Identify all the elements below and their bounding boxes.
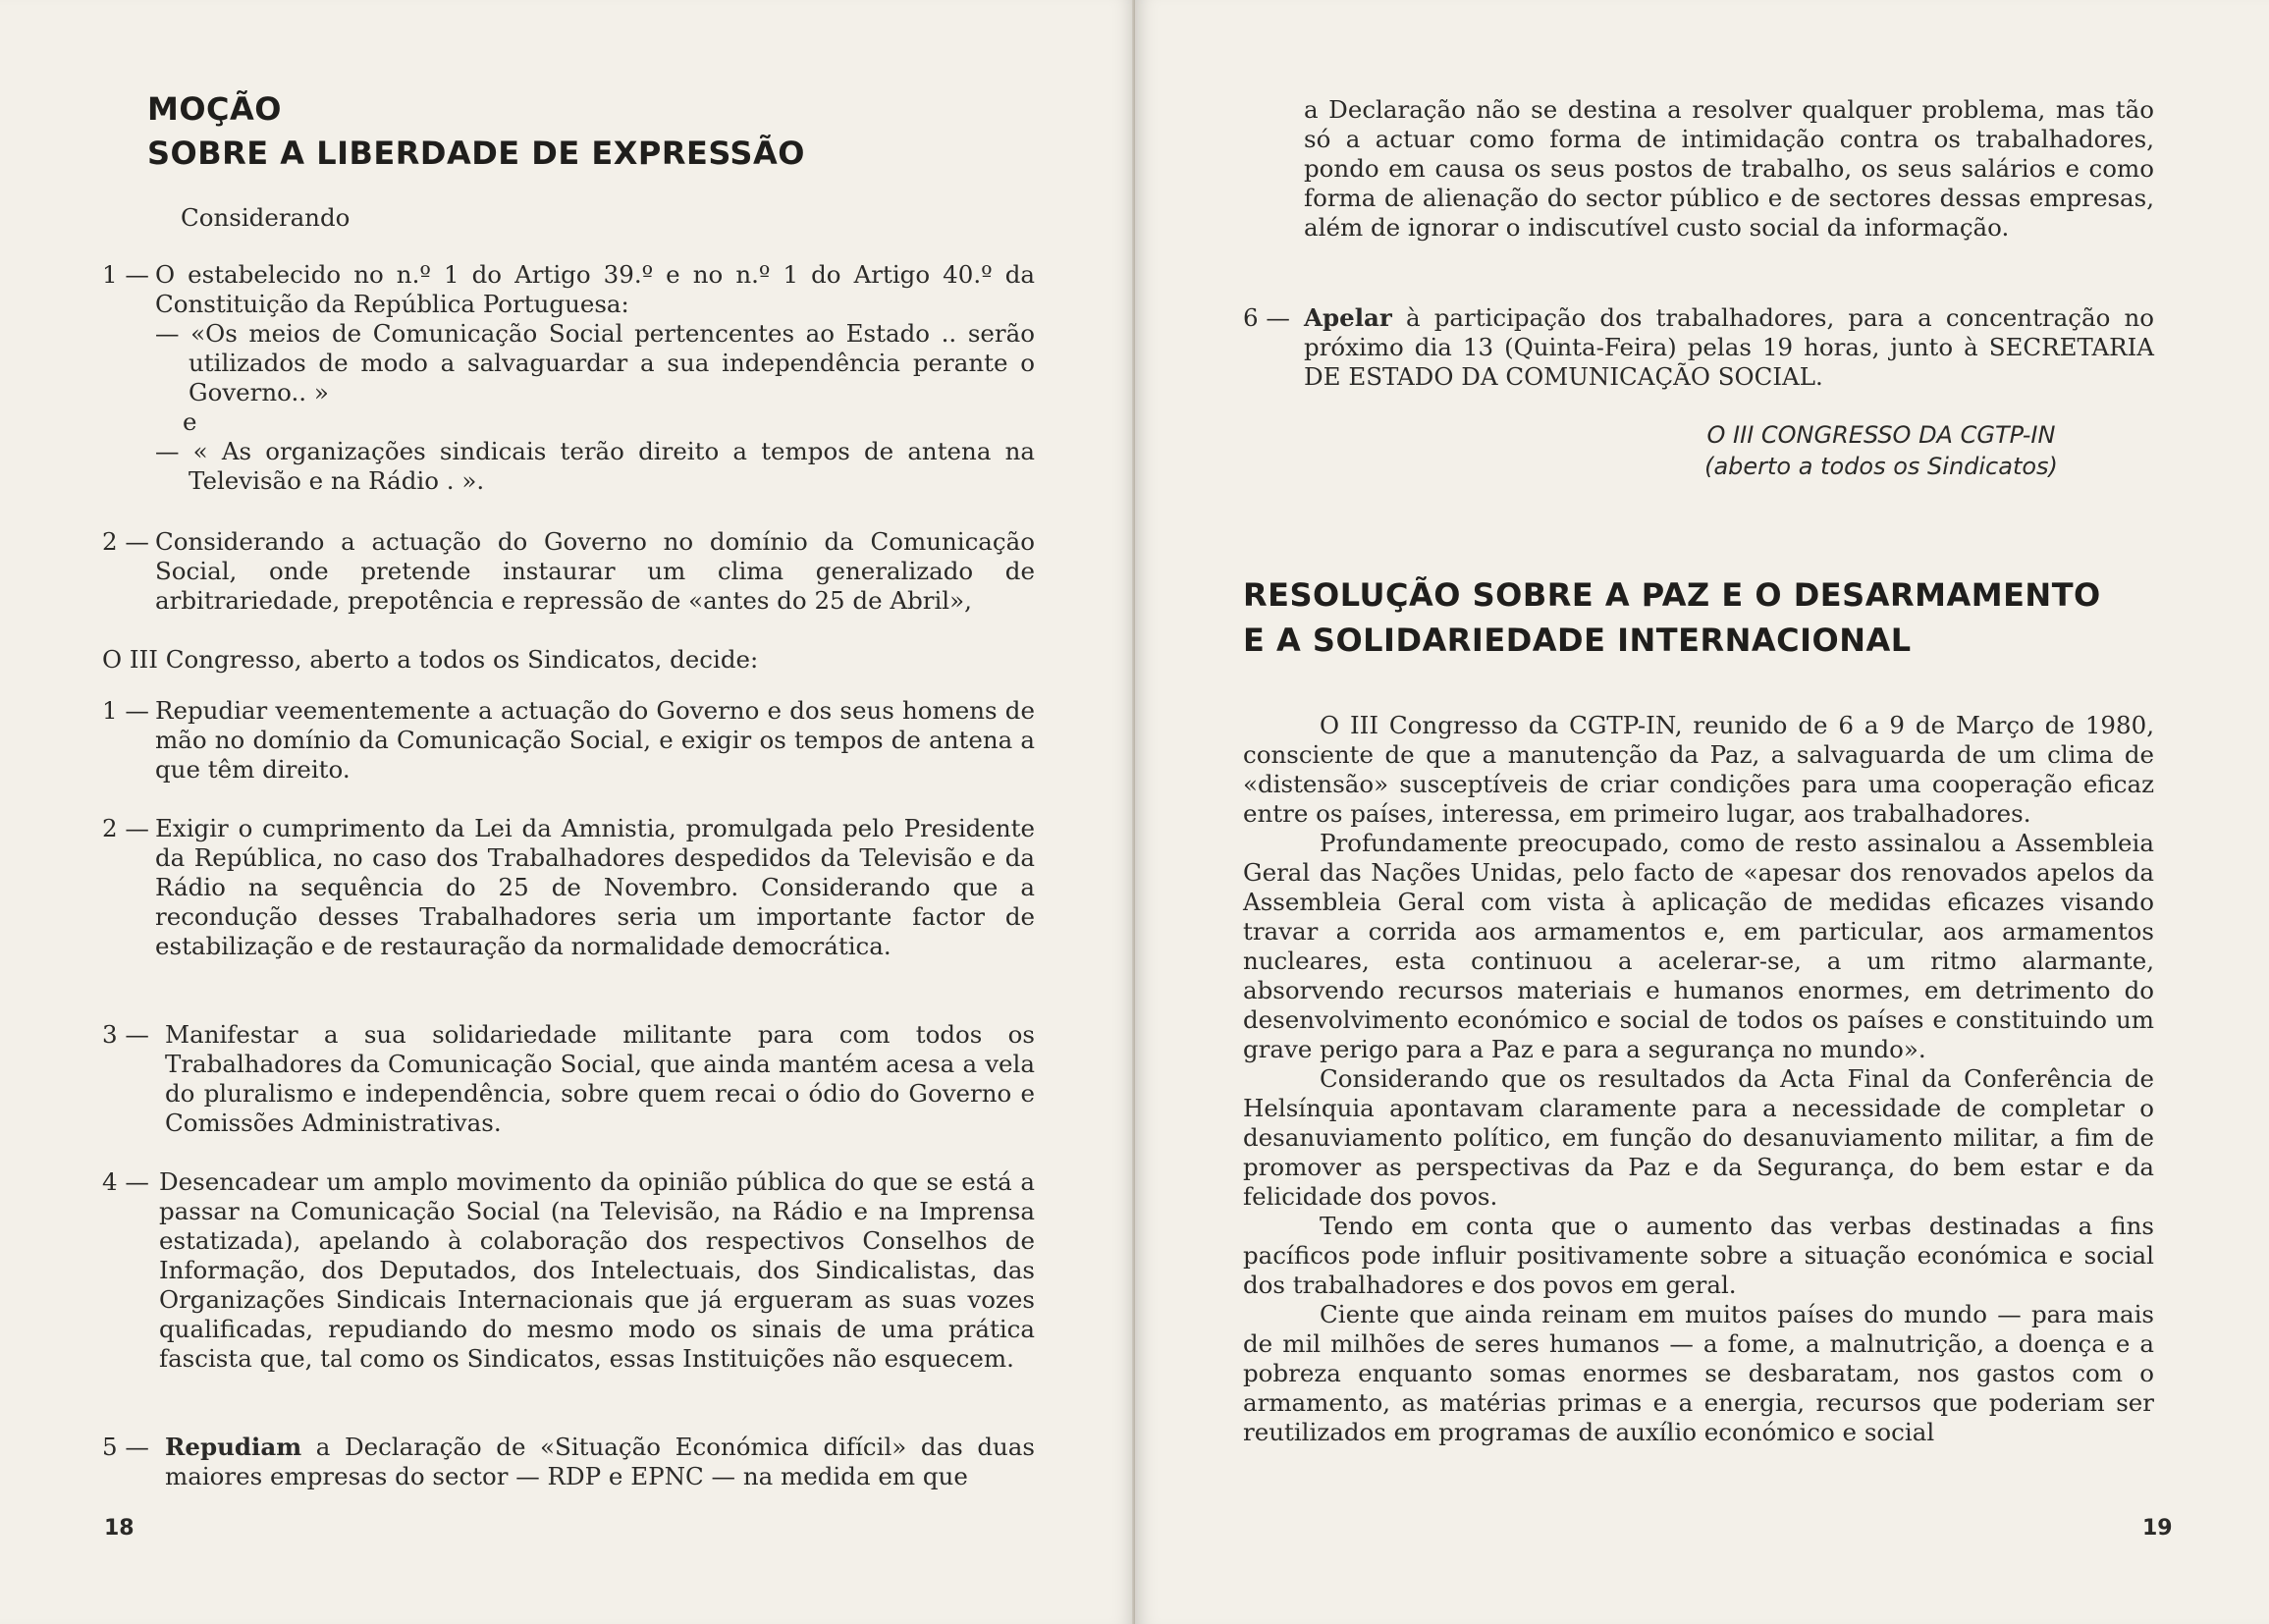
considerando-item-1: [102, 260, 1035, 319]
item-bold-verb: Apelar: [1304, 303, 1392, 332]
considerando-item-2: [102, 527, 1035, 616]
decision-item-2: [102, 814, 1035, 961]
item-5-continuation: a Declaração não se destina a resolver qualquer problema, mas tão só a actuar como forma de intimidação contra os trabalhadores, pondo em causa os seus postos de trabalho, os seus salários e como forma de alienação do sector público e de sectores dessas empresas, além de ignorar o indiscutível custo social da informação.: [1304, 95, 2154, 242]
item-text: [1304, 303, 2154, 392]
conjunction-e: e: [183, 407, 197, 436]
resolution-title-line2: E A SOLIDARIEDADE INTERNACIONAL: [1243, 622, 1912, 659]
item-rest: a Declaração de «Situação Económica difícil» das duas maiores empresas do sector — RDP e EPNC — na medida em que: [165, 1433, 1035, 1490]
item-number: 3 —: [102, 1020, 149, 1049]
paragraph-2: Profundamente preocupado, como de resto assinalou a Assembleia Geral das Nações Unidas, pelo facto de «apesar dos renovados apelos da Assembleia Geral com vista à aplicação de medidas eficazes visando travar a corrida aos armamentos e, em particular, aos armamentos nucleares, esta continuou a acelerar-se, a um ritmo alarmante, absorvendo recursos materiais e humanos enormes, em detrimento do desenvolvimento económico e social de todos os países e constituindo um grave perigo para a Paz e para a segurança no mundo».: [1243, 829, 2154, 1063]
signature-line-2: (aberto a todos os Sindicatos): [1704, 453, 2058, 480]
item-text: Manifestar a sua solidariedade militante para com todos os Trabalhadores da Comunicação Social, que ainda mantém acesa a vela do pluralismo e independência, sobre quem recai o ódio do Governo e Comissões Administrativas.: [165, 1020, 1035, 1137]
signature-block: [1626, 419, 2136, 482]
paragraph-4: Tendo em conta que o aumento das verbas destinadas a fins pacíficos pode influir positivamente sobre a situação económica e social dos trabalhadores e dos povos em geral.: [1243, 1212, 2154, 1299]
decision-item-5: [102, 1433, 1035, 1491]
page-number-right: 19: [2142, 1516, 2173, 1541]
motion-title-line2: SOBRE A LIBERDADE DE EXPRESSÃO: [147, 135, 805, 172]
item-number: 4 —: [102, 1167, 149, 1196]
item-text: Desencadear um amplo movimento da opinião pública do que se está a passar na Comunicação Social (na Televisão, na Rádio e na Imprensa estatizada), apelando à colaboração dos respectivos Conselhos de Informação, dos Deputados, dos Intelectuais, dos Sindicalistas, das Organizações Sindicais Internacionais que já ergueram as suas vozes qualificadas, repudiando do mesmo modo os sinais de uma prática fascista que, tal como os Sindicatos, essas Instituições não esquecem.: [159, 1167, 1035, 1373]
resolution-body: [1243, 711, 2154, 1447]
decision-item-4: [102, 1167, 1035, 1374]
item-bold-verb: Repudiam: [165, 1433, 302, 1461]
considerando-label: Considerando: [181, 203, 351, 232]
item-text: Considerando a actuação do Governo no domínio da Comunicação Social, onde pretende instaurar um clima generalizado de arbitrariedade, prepotência e repressão de «antes do 25 de Abril»,: [155, 527, 1035, 615]
item-number: 1 —: [102, 696, 149, 725]
item-rest: à participação dos trabalhadores, para a concentração no próximo dia 13 (Quinta-Feira) pelas 19 horas, junto à SECRETARIA DE ESTADO DA COMUNICAÇÃO SOCIAL.: [1304, 303, 2154, 391]
item-number: 2 —: [102, 527, 149, 556]
constitution-quote-1: [155, 319, 1035, 407]
item-text: Exigir o cumprimento da Lei da Amnistia, promulgada pelo Presidente da República, no caso dos Trabalhadores despedidos da Televisão e da Rádio na sequência do 25 de Novembro. Considerando que a recondução desses Trabalhadores seria um importante factor de estabilização e de restauração da normalidade democrática.: [155, 814, 1035, 960]
motion-title-line1: MOÇÃO: [147, 90, 282, 128]
constitution-quote-2: [155, 437, 1035, 496]
quote-text: — «Os meios de Comunicação Social pertencentes ao Estado .. serão utilizados de modo a salvaguardar a sua independência perante o Governo.. »: [155, 319, 1035, 406]
decision-intro: O III Congresso, aberto a todos os Sindicatos, decide:: [102, 645, 759, 674]
item-number: 1 —: [102, 260, 149, 289]
item-text: O estabelecido no n.º 1 do Artigo 39.º e no n.º 1 do Artigo 40.º da Constituição da República Portuguesa:: [155, 260, 1035, 318]
decision-item-3: [102, 1020, 1035, 1138]
paragraph-3: Considerando que os resultados da Acta Final da Conferência de Helsínquia apontavam claramente para a necessidade de completar o desanuviamento político, em função do desanuviamento militar, a fim de promover as perspectivas da Paz e da Segurança, do bem estar e da felicidade dos povos.: [1243, 1064, 2154, 1211]
signature-line-1: O III CONGRESSO DA CGTP-IN: [1706, 421, 2056, 449]
decision-item-6: [1243, 303, 2154, 392]
resolution-title-line1: RESOLUÇÃO SOBRE A PAZ E O DESARMAMENTO: [1243, 576, 2101, 614]
item-number: 2 —: [102, 814, 149, 842]
paragraph-5: Ciente que ainda reinam em muitos países do mundo — para mais de mil milhões de seres humanos — a fome, a malnutrição, a doença e a pobreza enquanto somas enormes se desbaratam, nos gastos com o armamento, as matérias primas e a energia, recursos que poderiam ser reutilizados em programas de auxílio económico e social: [1243, 1300, 2154, 1446]
decision-item-1: [102, 696, 1035, 785]
item-number: 6 —: [1243, 303, 1290, 332]
right-page: [1135, 0, 2269, 1624]
item-text: [165, 1433, 1035, 1491]
page-number-left: 18: [104, 1516, 135, 1541]
item-text: Repudiar veementemente a actuação do Governo e dos seus homens de mão no domínio da Comunicação Social, e exigir os tempos de antena a que têm direito.: [155, 696, 1035, 784]
quote-text: — « As organizações sindicais terão direito a tempos de antena na Televisão e na Rádio . ».: [155, 437, 1035, 495]
paragraph-1: O III Congresso da CGTP-IN, reunido de 6 a 9 de Março de 1980, consciente de que a manutenção da Paz, a salvaguarda de um clima de «distensão» susceptíveis de criar condições para uma cooperação eficaz entre os países, interessa, em primeiro lugar, aos trabalhadores.: [1243, 711, 2154, 828]
item-number: 5 —: [102, 1433, 149, 1461]
